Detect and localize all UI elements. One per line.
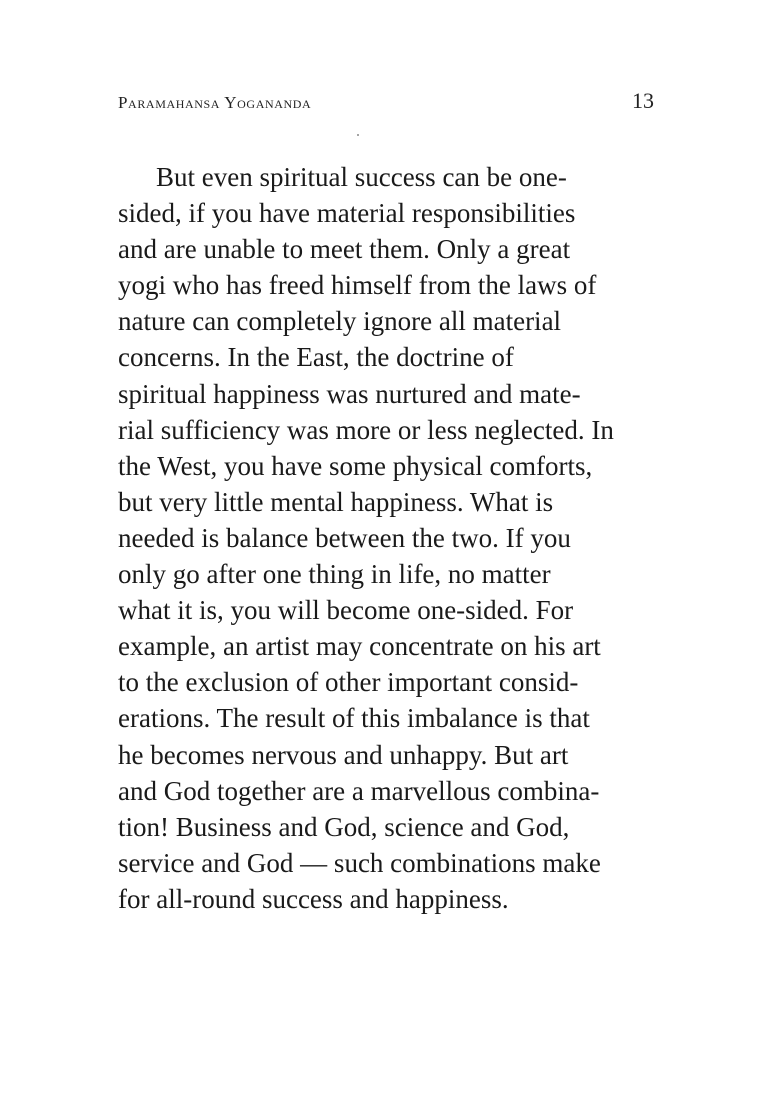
text-line: only go after one thing in life, no matter xyxy=(118,559,551,590)
text-line: rial sufficiency was more or less neglected. In xyxy=(118,414,614,445)
text-line: concerns. In the East, the doctrine of xyxy=(118,342,514,373)
text-line: tion! Business and God, science and God, xyxy=(118,811,570,842)
running-title: Paramahansa Yogananda xyxy=(118,93,312,112)
text-line: yogi who has freed himself from the laws of xyxy=(118,270,597,301)
text-line: what it is, you will become one-sided. For xyxy=(118,595,574,626)
text-line: needed is balance between the two. If you xyxy=(118,522,571,553)
text-line: and God together are a marvellous combina- xyxy=(118,775,600,806)
text-line: nature can completely ignore all material xyxy=(118,306,562,337)
text-line: sided, if you have material responsibilities xyxy=(118,198,576,229)
text-line: example, an artist may concentrate on his art xyxy=(118,631,601,662)
text-line: and are unable to meet them. Only a great xyxy=(118,234,571,265)
text-line: to the exclusion of other important consid- xyxy=(118,667,579,698)
text-line: But even spiritual success can be one- xyxy=(156,162,567,192)
text-line: he becomes nervous and unhappy. But art xyxy=(118,739,569,770)
text-line: spiritual happiness was nurtured and mate- xyxy=(118,378,581,409)
print-speck xyxy=(357,134,359,136)
page-number: 13 xyxy=(632,88,654,113)
text-line: service and God — such combinations make xyxy=(118,847,601,878)
text-line: but very little mental happiness. What is xyxy=(118,486,554,517)
text-line: the West, you have some physical comforts, xyxy=(118,450,593,481)
text-line: for all-round success and happiness. xyxy=(118,883,509,914)
text-line: erations. The result of this imbalance is that xyxy=(118,703,590,734)
running-head xyxy=(118,88,654,118)
body-paragraph xyxy=(118,159,654,917)
